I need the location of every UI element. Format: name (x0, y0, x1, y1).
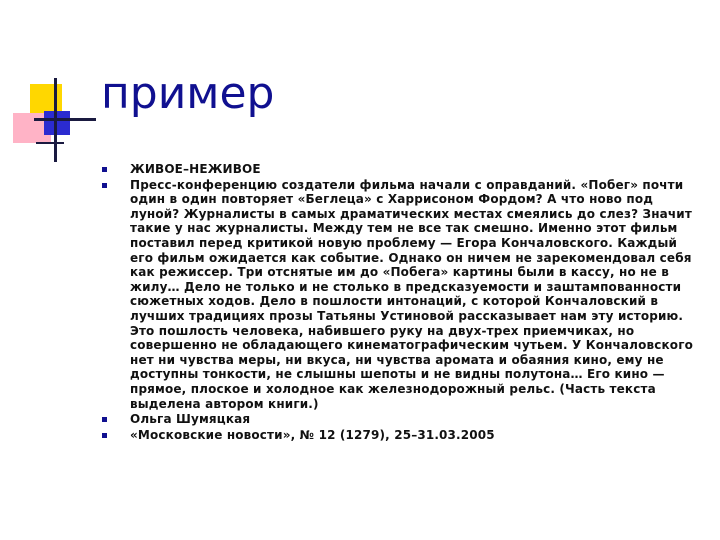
square-bullet-icon (102, 183, 107, 188)
square-bullet-icon (102, 433, 107, 438)
bullet-text: Ольга Шумяцкая (130, 412, 251, 427)
bullet-item (102, 412, 697, 427)
square-bullet-icon (102, 417, 107, 422)
decoration-blue-square (44, 111, 70, 135)
bullet-text: «Московские новости», № 12 (1279), 25–31.03.2005 (130, 427, 495, 442)
bullet-text: ЖИВОЕ–НЕЖИВОЕ (130, 162, 261, 176)
bullet-item (102, 428, 697, 443)
bullet-text: Пресс-конференцию создатели фильма начали с оправданий. «Побег» почти один в один повторяет «Беглеца» с Харрисоном Фордом? А что ново под луной? Журналисты в самых драматических местах смеялись до слез? Значит такие у нас журналисты. Между тем не все так смешно. Именно этот фильм поставил перед критикой новую проблему — Егора Кончаловского. Каждый его фильм ожидается как событие. Однако он ничем не зарекомендовал себя как режиссер. Три отснятые им до «Побега» картины были в кассу, но не в жилу… Дело не только и не столько в предсказуемости и заштампованности сюжетных ходов. Дело в пошлости интонаций, с которой Кончаловский в лучших традициях прозы Татьяны Устиновой рассказывает нам эту историю. Это пошлость человека, набившего руку на двух-трех приемчиках, но совершенно не обладающего кинематографическим чутьем. У Кончаловского нет ни чувства меры, ни вкуса, ни чувства аромата и обаяния кино, ему не доступны тонкости, не слышны шепоты и не видны полутона… Его кино — прямое, плоское и холодное как железнодорожный рельс. (Часть текста выделена автором книги.) (130, 177, 694, 411)
decoration-horizontal-line (34, 118, 96, 121)
bullet-item (102, 178, 697, 412)
decoration-short-line (36, 142, 64, 144)
slide-title: пример (101, 68, 275, 119)
bullet-item (102, 162, 697, 177)
bullet-list (102, 162, 697, 442)
square-bullet-icon (102, 167, 107, 172)
